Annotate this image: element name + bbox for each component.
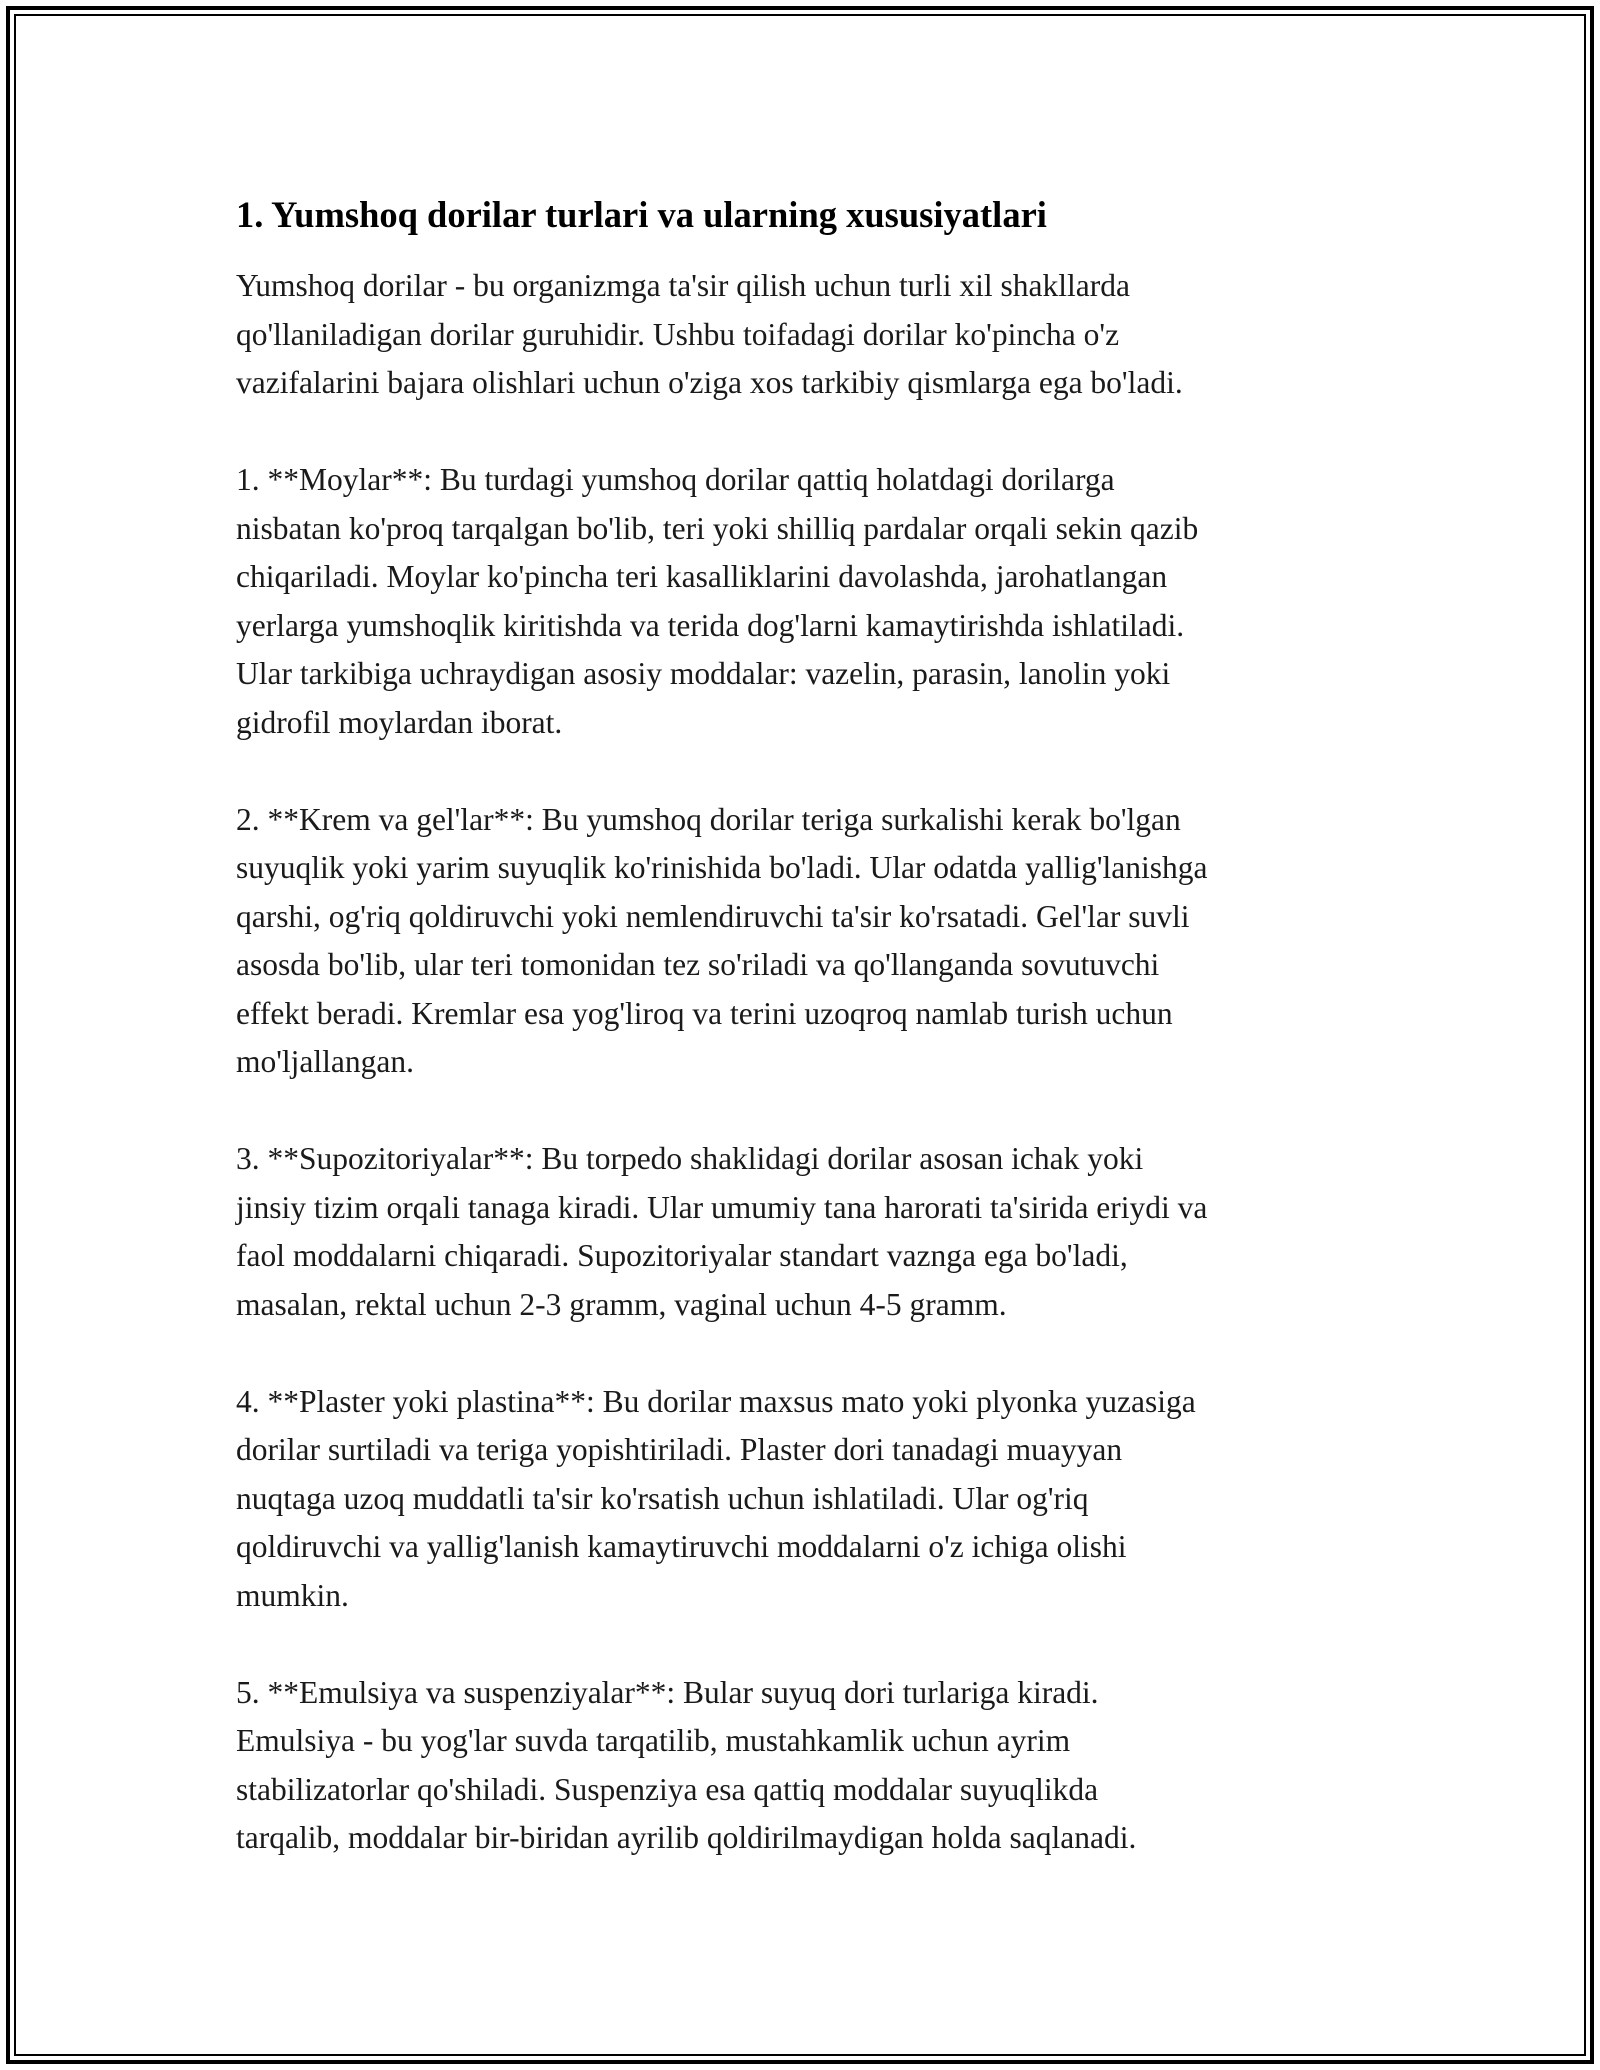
paragraph-emulsiya: 5. **Emulsiya va suspenziyalar**: Bular suyuq dori turlariga kiradi. Emulsiya - bu yog'lar suvda tarqatilib, mustahkamlik uchun ayrim stabilizatorlar qo'shiladi. Suspenziya esa qattiq moddalar suyuqlikda tarqalib, moddalar bir-biridan ayrilib qoldirilmaydigan holda saqlanadi. (236, 1674, 1137, 1855)
paragraph-krem-va-gellar: 2. **Krem va gel'lar**: Bu yumshoq dorilar teriga surkalishi kerak bo'lgan suyuqlik yoki yarim suyuqlik ko'rinishida bo'ladi. Ular odatda yallig'lanishga qarshi, og'riq qoldiruvchi yoki nemlendiruvchi ta'sir ko'rsatadi. Gel'lar suvli asosda bo'lib, ular teri tomonidan tez so'riladi va qo'llanganda sovutuvchi effekt beradi. Kremlar esa yog'liroq va terini uzoqroq namlab turish uchun mo'ljallangan. (236, 801, 1208, 1079)
paragraph-plaster: 4. **Plaster yoki plastina**: Bu dorilar maxsus mato yoki plyonka yuzasiga dorilar surtiladi va teriga yopishtiriladi. Plaster dori tanadagi muayyan nuqtaga uzoq muddatli ta'sir ko'rsatish uchun ishlatiladi. Ular og'riq qoldiruvchi va yallig'lanish kamaytiruvchi moddalarni o'z ichiga olishi mumkin. (236, 1383, 1196, 1613)
intro-paragraph: Yumshoq dorilar - bu organizmga ta'sir qilish uchun turli xil shakllarda qo'llaniladigan dorilar guruhidir. Ushbu toifadagi dorilar ko'pincha o'z vazifalarini bajara olishlari uchun o'ziga xos tarkibiy qismlarga ega bo'ladi. (236, 268, 1183, 400)
paragraph-supozitoriyalar: 3. **Supozitoriyalar**: Bu torpedo shaklidagi dorilar asosan ichak yoki jinsiy tizim orqali tanaga kiradi. Ular umumiy tana harorati ta'sirida eriydi va faol moddalarni chiqaradi. Supozitoriyalar standart vaznga ega bo'ladi, masalan, rektal uchun 2-3 gramm, vaginal uchun 4-5 gramm. (236, 1141, 1208, 1322)
document-body (236, 188, 1386, 1911)
document-title: 1. Yumshoq dorilar turlari va ularning xususiyatlari (236, 194, 1047, 235)
paragraph-moylar: 1. **Moylar**: Bu turdagi yumshoq dorilar qattiq holatdagi dorilarga nisbatan ko'proq tarqalgan bo'lib, teri yoki shilliq pardalar orqali sekin qazib chiqariladi. Moylar ko'pincha teri kasalliklarini davolashda, jarohatlangan yerlarga yumshoqlik kiritishda va terida dog'larni kamaytirishda ishlatiladi. Ular tarkibiga uchraydigan asosiy moddalar: vazelin, parasin, lanolin yoki gidrofil moylardan iborat. (236, 462, 1199, 740)
